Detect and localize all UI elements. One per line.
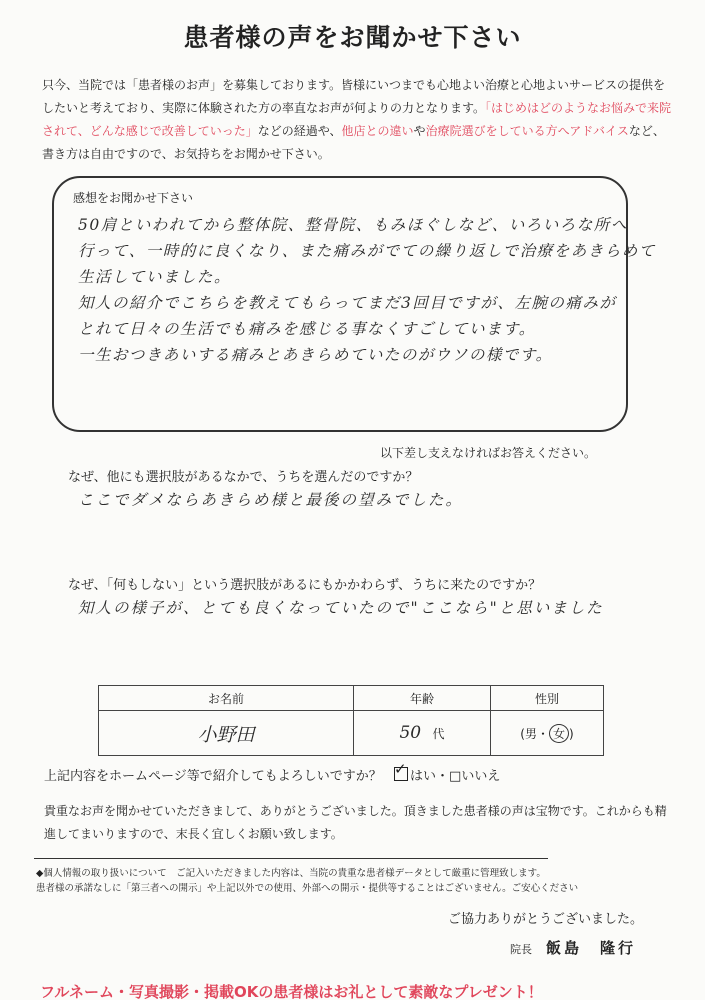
age-unit: 代 xyxy=(432,727,445,741)
gender-female-circled: 女 xyxy=(549,724,569,743)
page-title: 患者様の声をお聞かせ下さい xyxy=(183,23,522,52)
gender-separator: ・ xyxy=(536,726,549,741)
impressions-line: とれて日々の生活でも痛みを感じる事なくすごしています。 xyxy=(78,320,536,338)
consent-separator: ・ xyxy=(436,769,450,784)
gender-male: 男 xyxy=(524,726,537,741)
intro-text-1: 只今、当院では「患者様のお声」を募集しております。皆様にいつまでも心地よい治療と心地よいサービスの提供をしたいと考えており、実際に体験された方の率直なお声が何よりの力となります。 xyxy=(42,78,666,115)
intro-paragraph xyxy=(42,74,672,166)
intro-text-3: や xyxy=(413,124,426,138)
intro-highlight-3: 治療院選びをしている方へアドバイス xyxy=(425,124,629,138)
impressions-label: 感想をお聞かせ下さい xyxy=(73,191,194,205)
intro-highlight-2: 他店との違い xyxy=(341,124,414,138)
gender-cell: (男・ 女 ) xyxy=(491,711,604,756)
intro-text-4: など、書き方は自由ですので、お気持ちをお聞かせ下さい。 xyxy=(42,124,665,161)
check-mark-icon: ✓ xyxy=(394,760,407,778)
patient-info-table xyxy=(98,685,604,756)
answer-2: 知人の様子が、とても良くなっていたので"ここなら"と思いました xyxy=(78,599,604,617)
age-cell xyxy=(354,711,491,756)
privacy-notice xyxy=(36,866,676,896)
consent-no-checkbox[interactable]: □ xyxy=(449,769,462,784)
impressions-line: 知人の紹介でこちらを教えてもらってまだ3回目ですが、左腕の痛みが xyxy=(78,294,617,312)
intro-text-2: などの経過や、 xyxy=(257,124,342,138)
impressions-line: 生活していました。 xyxy=(78,268,232,286)
consent-yes-checkbox[interactable] xyxy=(394,760,408,781)
optional-note: 以下差し支えなければお答えください。 xyxy=(380,446,597,460)
footer-banner: フルネーム・写真撮影・掲載OKの患者様はお礼として素敵なプレゼント！ xyxy=(40,983,543,1000)
privacy-line: ◆個人情報の取り扱いについて ご記入いただきました内容は、当院の貴重な患者様データとして厳重に管理致します。 xyxy=(36,868,546,879)
question-2: なぜ、「何もしない」という選択肢があるにもかかわらず、うちに来たのですか？ xyxy=(68,578,542,593)
impressions-line: 50肩といわれてから整体院、整骨院、もみほぐしなど、いろいろな所へ xyxy=(78,216,628,234)
name-header: お名前 xyxy=(99,686,354,711)
privacy-line: 患者様の承諾なしに「第三者への開示」や上記以外での使用、外部への開示・提供等することはございません。ご安心ください xyxy=(36,883,579,894)
consent-row xyxy=(44,760,501,784)
impressions-line: 一生おつきあいする痛みとあきらめていたのがウソの様です。 xyxy=(78,346,553,364)
impressions-line: 行って、一時的に良くなり、また痛みがでての繰り返しで治療をあきらめて xyxy=(78,242,656,260)
answer-1: ここでダメならあきらめ様と最後の望みでした。 xyxy=(78,491,464,509)
consent-question: 上記内容をホームページ等で紹介してもよろしいですか？ xyxy=(44,769,382,784)
question-1: なぜ、他にも選択肢があるなかで、うちを選んだのですか？ xyxy=(68,470,419,485)
name-value: 小野田 xyxy=(197,723,255,746)
age-value: 50 xyxy=(399,723,422,743)
age-header: 年齢 xyxy=(354,686,491,711)
cooperation-thanks: ご協力ありがとうございました。 xyxy=(448,912,644,927)
signature-name: 飯島 隆行 xyxy=(546,939,637,957)
name-cell xyxy=(99,711,354,756)
thanks-paragraph: 貴重なお声を聞かせていただきまして、ありがとうございました。頂きました患者様の声は宝物です。これからも精進してまいりますので、末長く宜しくお願い致します。 xyxy=(44,804,667,841)
intro-highlight-1: 「はじめはどのようなお悩みで来院されて、どんな感じで改善していった」 xyxy=(42,101,672,138)
divider xyxy=(34,858,548,859)
gender-header: 性別 xyxy=(491,686,604,711)
consent-no-label: いいえ xyxy=(461,769,501,784)
signature-role: 院長 xyxy=(510,943,532,956)
signature xyxy=(510,937,636,958)
consent-yes-label: はい xyxy=(410,769,437,784)
